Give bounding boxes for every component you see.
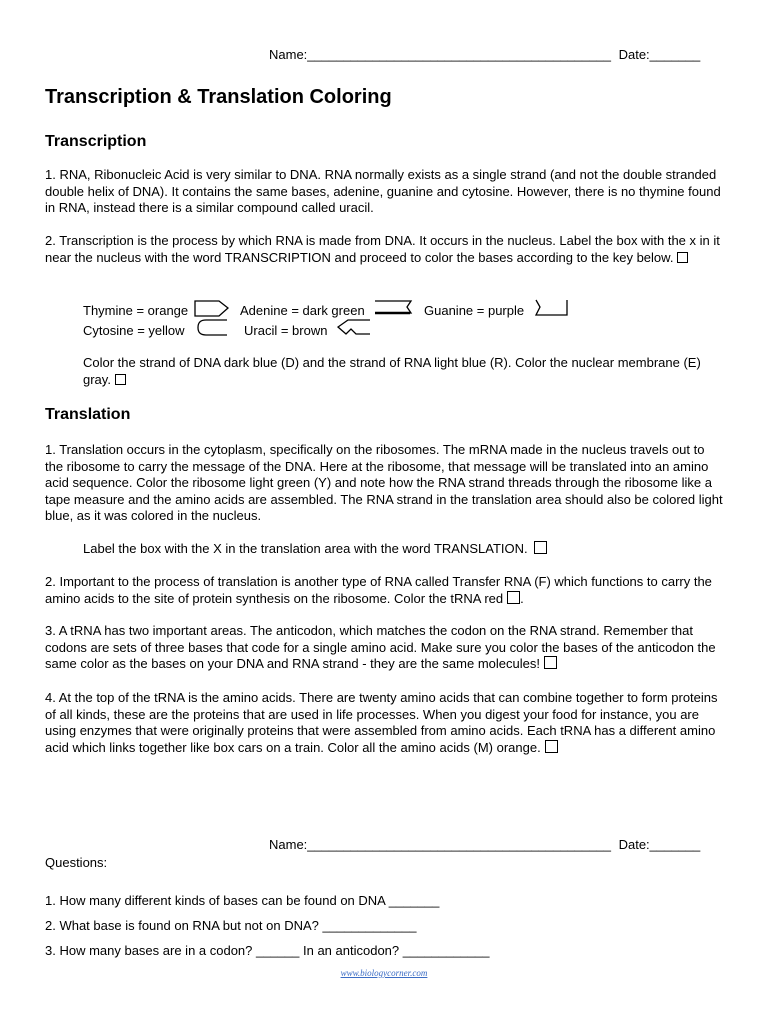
translation-paragraph-3: 3. A tRNA has two important areas. The anticodon, which matches the codon on the RNA strand. Remember that codons are sets of three bases that code for a single amino acid. Make sure you color the bases of the anticodon the same color as the bases on your DNA and RNA strand - they are the same molecules! xyxy=(45,623,716,671)
checkbox[interactable] xyxy=(115,374,126,385)
key-uracil: Uracil = brown xyxy=(244,323,328,338)
question-1[interactable]: 1. How many different kinds of bases can be found on DNA _______ xyxy=(45,893,440,908)
translation-label-instruction: Label the box with the X in the translation area with the word TRANSLATION. xyxy=(83,541,547,556)
key-adenine: Adenine = dark green xyxy=(240,303,365,318)
checkbox[interactable] xyxy=(545,740,558,753)
questions-label: Questions: xyxy=(45,855,108,870)
key-guanine: Guanine = purple xyxy=(424,303,525,318)
translation-paragraph-1: 1. Translation occurs in the cytoplasm, specifically on the ribosomes. The mRNA made in the nucleus travels out to the ribosome to carry the message of the DNA. Here at the ribosome, that message will be translated into an amino acid sequence. Color the ribosome light green (Y) and note how the RNA strand threads through the ribosome like a tape measure and the amino acids are assembled. The RNA strand in the translation area should also be colored light blue, as it was colored in the nucleus. xyxy=(45,442,723,523)
translation-paragraph-2: 2. Important to the process of translation is another type of RNA called Transfer RNA (F) which functions to carry the amino acids to the site of protein synthesis on the ribosome. Color the tRNA red . xyxy=(45,574,712,606)
checkbox[interactable] xyxy=(534,541,547,554)
transcription-paragraph-3: Color the strand of DNA dark blue (D) and the strand of RNA light blue (R). Color the nuclear membrane (E) gray. xyxy=(83,355,701,387)
question-2[interactable]: 2. What base is found on RNA but not on DNA? _____________ xyxy=(45,918,417,933)
transcription-paragraph-1: 1. RNA, Ribonucleic Acid is very similar to DNA. RNA normally exists as a single strand (and not the double stranded double helix of DNA). It contains the same bases, adenine, guanine and cytosine. However, there is no thymine found in RNA, instead there is a similar compound called uracil. xyxy=(45,167,721,215)
transcription-heading: Transcription xyxy=(45,133,147,150)
adenine-shape-icon xyxy=(374,298,414,318)
translation-paragraph-4: 4. At the top of the tRNA is the amino acids. There are twenty amino acids that can combine together to form proteins of all kinds, these are the proteins that are used in life processes. When you digest your food for instance, you are using enzymes that were originally proteins that were assembled from amino acids. Each tRNA has a different amino acid which links together like box cars on a train. Color all the amino acids (M) orange. xyxy=(45,690,718,755)
name-line-top[interactable]: Name:__________________________________________ Date:_______ xyxy=(269,47,701,62)
footer xyxy=(0,963,768,981)
question-3[interactable]: 3. How many bases are in a codon? ______ In an anticodon? ____________ xyxy=(45,943,490,958)
key-thymine: Thymine = orange xyxy=(83,303,189,318)
uracil-shape-icon xyxy=(336,318,374,338)
transcription-paragraph-2: 2. Transcription is the process by which RNA is made from DNA. It occurs in the nucleus. Label the box with the x in it near the nucleus with the word TRANSCRIPTION and proceed to color the bases according to the key below. xyxy=(45,233,720,265)
key-cytosine: Cytosine = yellow xyxy=(83,323,185,338)
thymine-shape-icon xyxy=(193,299,231,319)
cytosine-shape-icon xyxy=(196,318,232,338)
guanine-shape-icon xyxy=(534,298,570,318)
translation-heading: Translation xyxy=(45,406,131,423)
checkbox[interactable] xyxy=(544,656,557,669)
page-title: Transcription & Translation Coloring xyxy=(45,86,392,108)
footer-link[interactable]: www.biologycorner.com xyxy=(340,968,428,978)
checkbox[interactable] xyxy=(677,252,688,263)
name-line-bottom[interactable]: Name:__________________________________________ Date:_______ xyxy=(269,837,701,852)
checkbox[interactable] xyxy=(507,591,520,604)
